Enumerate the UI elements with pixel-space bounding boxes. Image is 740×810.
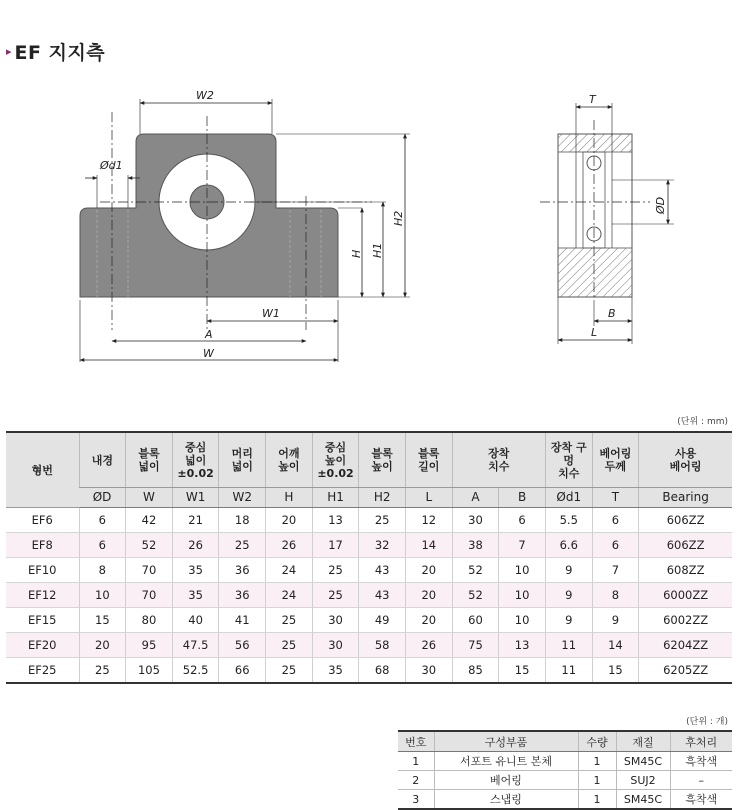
dim-t-label: T — [589, 93, 596, 106]
table-cell: 26 — [172, 533, 219, 558]
parts-header-row — [398, 731, 732, 752]
spec-header-line: 높이 — [371, 460, 393, 473]
table-cell: SUJ2 — [616, 771, 670, 790]
table-cell: 8 — [79, 558, 126, 583]
table-row — [6, 533, 732, 558]
front-view — [80, 89, 410, 362]
table-cell: 17 — [312, 533, 359, 558]
table-cell: 47.5 — [172, 633, 219, 658]
table-cell: 30 — [312, 633, 359, 658]
table-cell: EF20 — [6, 633, 79, 658]
table-cell: 흑착색 — [670, 790, 732, 810]
table-cell: 18 — [219, 508, 266, 533]
table-cell: EF8 — [6, 533, 79, 558]
dim-d-label: ØD — [654, 196, 667, 214]
table-cell: 20 — [266, 508, 313, 533]
table-cell: 9 — [545, 583, 592, 608]
table-cell: 7 — [592, 558, 639, 583]
table-cell: 58 — [359, 633, 406, 658]
table-cell: 6002ZZ — [639, 608, 732, 633]
spec-header-line: 치수 — [558, 466, 580, 480]
spec-subheader-6: H2 — [359, 488, 406, 508]
table-cell: 52 — [126, 533, 173, 558]
table-cell: 25 — [312, 583, 359, 608]
spec-header-line: 장착 — [488, 447, 510, 460]
spec-subheader-5: H1 — [312, 488, 359, 508]
spec-header-line: 내경 — [91, 453, 113, 467]
parts-header-0: 번호 — [398, 731, 434, 752]
spec-header-9 — [452, 432, 545, 488]
spec-subheader-12: Bearing — [639, 488, 732, 508]
parts-unit-note: (단위 : 개) — [686, 717, 728, 727]
table-cell: 68 — [359, 658, 406, 684]
table-cell: 5.5 — [545, 508, 592, 533]
spec-header-3 — [172, 432, 219, 488]
table-cell: 38 — [452, 533, 499, 558]
parts-header-3: 재질 — [616, 731, 670, 752]
table-cell: – — [670, 771, 732, 790]
table-cell: 70 — [126, 558, 173, 583]
table-cell: 36 — [219, 583, 266, 608]
dim-w2-label: W2 — [196, 89, 214, 102]
spec-header-line: ±0.02 — [177, 466, 214, 480]
table-cell: 20 — [405, 583, 452, 608]
table-cell: 52 — [452, 558, 499, 583]
spec-header-line: 치수 — [488, 460, 510, 473]
table-cell: 40 — [172, 608, 219, 633]
table-cell: 35 — [172, 558, 219, 583]
table-row — [398, 790, 732, 810]
spec-unit-note: (단위 : mm) — [677, 417, 728, 427]
spec-subheader-1: W — [126, 488, 173, 508]
spec-header-row — [6, 432, 732, 488]
table-cell: 75 — [452, 633, 499, 658]
table-row — [398, 752, 732, 771]
spec-header-line: 높이 — [324, 453, 347, 467]
table-cell: 15 — [499, 658, 546, 684]
table-cell: 15 — [592, 658, 639, 684]
table-cell: 49 — [359, 608, 406, 633]
spec-header-line: 블록 — [138, 447, 160, 460]
dim-a-label: A — [205, 328, 213, 341]
spec-subheader-11: T — [592, 488, 639, 508]
parts-header-2: 수량 — [578, 731, 616, 752]
table-cell: 606ZZ — [639, 533, 732, 558]
spec-header-line: 블록 — [418, 447, 440, 460]
table-cell: 베어링 — [434, 771, 578, 790]
table-cell: 25 — [266, 658, 313, 684]
table-cell: 608ZZ — [639, 558, 732, 583]
spec-header-line: ±0.02 — [317, 466, 354, 480]
spec-header-5 — [266, 432, 313, 488]
spec-header-line: 높이 — [278, 460, 300, 473]
spec-header-line: 넓이 — [184, 453, 207, 467]
technical-drawing — [0, 0, 740, 400]
table-cell: 56 — [219, 633, 266, 658]
table-cell: 10 — [79, 583, 126, 608]
table-cell: 24 — [266, 583, 313, 608]
table-cell: 52.5 — [172, 658, 219, 684]
table-cell: 10 — [499, 608, 546, 633]
table-cell: EF15 — [6, 608, 79, 633]
table-cell: 43 — [359, 558, 406, 583]
table-cell: 11 — [545, 633, 592, 658]
table-cell: 32 — [359, 533, 406, 558]
table-cell: EF25 — [6, 658, 79, 684]
table-cell: 10 — [499, 558, 546, 583]
table-cell: 25 — [266, 633, 313, 658]
table-cell: 6 — [79, 533, 126, 558]
spec-header-line: 두께 — [604, 460, 627, 473]
dim-h2-label: H2 — [392, 210, 405, 226]
spec-header-line: 넓이 — [231, 460, 253, 473]
title-text: EF 지지측 — [14, 42, 106, 64]
table-cell: 12 — [405, 508, 452, 533]
table-cell: 6204ZZ — [639, 633, 732, 658]
table-cell: EF6 — [6, 508, 79, 533]
dim-h1-label: H1 — [371, 242, 384, 258]
table-cell: 3 — [398, 790, 434, 810]
table-cell: 6 — [592, 508, 639, 533]
table-cell: 9 — [592, 608, 639, 633]
table-cell: 20 — [79, 633, 126, 658]
dim-h-label: H — [350, 249, 363, 258]
table-cell: 41 — [219, 608, 266, 633]
dim-l-label: L — [591, 326, 598, 339]
table-row — [6, 558, 732, 583]
table-cell: 8 — [592, 583, 639, 608]
table-cell: 6 — [592, 533, 639, 558]
spec-header-10 — [545, 432, 592, 488]
table-cell: 1 — [578, 790, 616, 810]
table-cell: 25 — [359, 508, 406, 533]
spec-header-line: 어깨 — [278, 447, 300, 460]
table-cell: 24 — [266, 558, 313, 583]
table-cell: 13 — [499, 633, 546, 658]
side-view — [540, 93, 674, 344]
spec-subheader-7: L — [405, 488, 452, 508]
table-cell: 25 — [79, 658, 126, 684]
table-cell: 21 — [172, 508, 219, 533]
table-cell: 7 — [499, 533, 546, 558]
spec-header-2 — [126, 432, 173, 488]
spec-header-line: 중심 — [184, 440, 207, 454]
spec-header-8 — [405, 432, 452, 488]
table-cell: 35 — [172, 583, 219, 608]
table-cell: 10 — [499, 583, 546, 608]
spec-subheader-10: Ød1 — [545, 488, 592, 508]
table-cell: SM45C — [616, 752, 670, 771]
table-cell: 20 — [405, 608, 452, 633]
spec-header-6 — [312, 432, 359, 488]
table-cell: EF10 — [6, 558, 79, 583]
spec-header-4 — [219, 432, 266, 488]
parts-header-4: 후처리 — [670, 731, 732, 752]
spec-header-line: 길이 — [418, 460, 440, 473]
table-cell: 9 — [545, 608, 592, 633]
spec-table — [6, 431, 732, 684]
table-cell: 서포트 유니트 본체 — [434, 752, 578, 771]
table-cell: 15 — [79, 608, 126, 633]
table-cell: 606ZZ — [639, 508, 732, 533]
table-cell: 60 — [452, 608, 499, 633]
table-row — [6, 658, 732, 684]
spec-subheader-9: B — [499, 488, 546, 508]
dim-w1-label: W1 — [262, 307, 280, 320]
table-cell: 14 — [592, 633, 639, 658]
table-cell: 1 — [578, 771, 616, 790]
spec-header-11 — [592, 432, 639, 488]
table-cell: 9 — [545, 558, 592, 583]
table-cell: 6205ZZ — [639, 658, 732, 684]
spec-header-line: 중심 — [324, 440, 347, 454]
spec-subheader-row — [6, 488, 732, 508]
spec-header-line: 블록 — [371, 447, 393, 460]
spec-subheader-2: W1 — [172, 488, 219, 508]
spec-subheader-3: W2 — [219, 488, 266, 508]
spec-header-line: 형번 — [31, 463, 53, 477]
spec-subheader-0: ØD — [79, 488, 126, 508]
table-cell: 25 — [266, 608, 313, 633]
table-cell: 26 — [266, 533, 313, 558]
spec-header-line: 베어링 — [669, 460, 702, 473]
table-cell: 43 — [359, 583, 406, 608]
table-cell: 6.6 — [545, 533, 592, 558]
parts-table — [398, 730, 732, 810]
table-cell: 25 — [312, 558, 359, 583]
spec-header-line: 머리 — [231, 447, 253, 460]
table-row — [6, 583, 732, 608]
spec-header-0 — [6, 432, 79, 508]
title-marker-icon: ▸ — [6, 45, 12, 58]
table-cell: 66 — [219, 658, 266, 684]
table-cell: 30 — [452, 508, 499, 533]
table-cell: 70 — [126, 583, 173, 608]
table-cell: 42 — [126, 508, 173, 533]
dim-w-label: W — [203, 347, 214, 360]
spec-header-1 — [79, 432, 126, 488]
table-row — [398, 771, 732, 790]
table-cell: 6 — [79, 508, 126, 533]
table-cell: 1 — [578, 752, 616, 771]
table-cell: 30 — [405, 658, 452, 684]
table-cell: 흑착색 — [670, 752, 732, 771]
spec-header-line: 장착 구멍 — [550, 440, 587, 467]
spec-subheader-8: A — [452, 488, 499, 508]
table-cell: EF12 — [6, 583, 79, 608]
table-row — [6, 633, 732, 658]
table-cell: 1 — [398, 752, 434, 771]
table-row — [6, 608, 732, 633]
table-cell: 13 — [312, 508, 359, 533]
spec-header-7 — [359, 432, 406, 488]
table-cell: 스냅링 — [434, 790, 578, 810]
table-cell: 11 — [545, 658, 592, 684]
table-cell: 26 — [405, 633, 452, 658]
table-cell: 52 — [452, 583, 499, 608]
spec-header-line: 사용 — [674, 447, 697, 460]
parts-header-1: 구성부품 — [434, 731, 578, 752]
table-cell: 25 — [219, 533, 266, 558]
table-cell: 6 — [499, 508, 546, 533]
table-cell: SM45C — [616, 790, 670, 810]
table-cell: 85 — [452, 658, 499, 684]
spec-header-12 — [639, 432, 732, 488]
spec-header-line: 베어링 — [599, 447, 632, 460]
table-cell: 35 — [312, 658, 359, 684]
table-cell: 30 — [312, 608, 359, 633]
spec-header-line: 넓이 — [138, 460, 160, 473]
table-cell: 2 — [398, 771, 434, 790]
dim-b-label: B — [608, 307, 616, 320]
table-cell: 105 — [126, 658, 173, 684]
table-cell: 20 — [405, 558, 452, 583]
table-cell: 80 — [126, 608, 173, 633]
table-cell: 14 — [405, 533, 452, 558]
table-cell: 95 — [126, 633, 173, 658]
table-row — [6, 508, 732, 533]
dim-d1-label: Ød1 — [100, 159, 123, 172]
spec-subheader-4: H — [266, 488, 313, 508]
table-cell: 6000ZZ — [639, 583, 732, 608]
table-cell: 36 — [219, 558, 266, 583]
